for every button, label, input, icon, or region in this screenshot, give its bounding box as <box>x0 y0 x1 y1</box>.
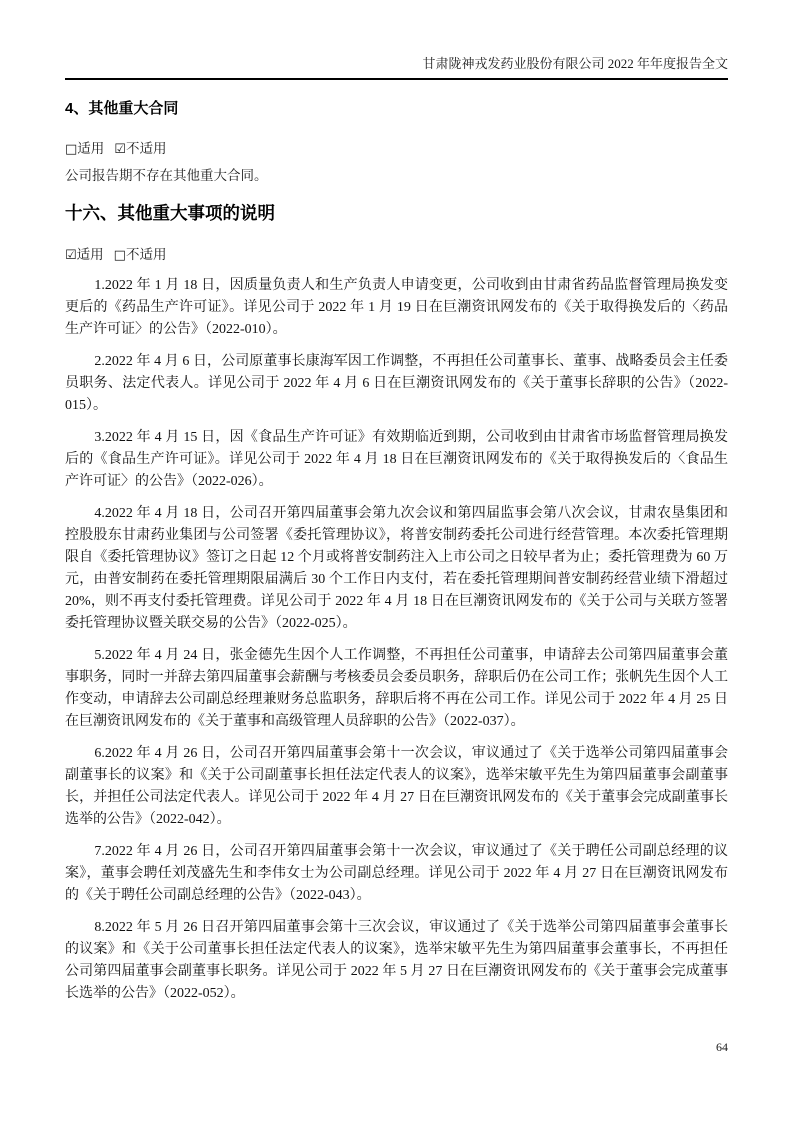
not-applicable-option <box>114 247 167 262</box>
section-4-statement: 公司报告期不存在其他重大合同。 <box>65 168 268 183</box>
section-4-applicability <box>65 140 728 159</box>
checkbox-unchecked-icon: □ <box>113 248 126 263</box>
applicable-label: 适用 <box>76 247 104 262</box>
body-paragraph: 5.2022 年 4 月 24 日，张金德先生因个人工作调整，不再担任公司董事，申请辞去公司第四届董事会董事职务，同时一并辞去第四届董事会薪酬与考核委员会委员职务，辞职后仍在公司工作；张帆先生因个人工作变动，申请辞去公司副总经理兼财务总监职务，辞职后将不再在公司工作。详见公司于 2022 年 4 月 25 日在巨潮资讯网发布的《关于董事和高级管理人员辞职的公告》（2022-037）。 <box>65 648 728 729</box>
applicable-option <box>65 247 104 262</box>
section-16-title: 十六、其他重大事项的说明 <box>65 203 275 223</box>
not-applicable-label: 不适用 <box>125 141 167 156</box>
applicable-option <box>65 141 104 156</box>
checkbox-checked-icon: ☑ <box>114 142 126 157</box>
checkbox-unchecked-icon: □ <box>65 142 78 157</box>
body-paragraph: 2.2022 年 4 月 6 日，公司原董事长康海军因工作调整，不再担任公司董事长、董事、战略委员会主任委员职务、法定代表人。详见公司于 2022 年 4 月 6 日在巨潮资讯网发布的《关于董事长辞职的公告》（2022-015）。 <box>65 354 728 413</box>
section-16-paragraphs <box>65 275 728 1005</box>
section-4-title: 4、其他重大合同 <box>65 100 179 117</box>
applicable-label: 适用 <box>77 141 105 156</box>
body-paragraph: 3.2022 年 4 月 15 日，因《食品生产许可证》有效期临近到期，公司收到由甘肃省市场监督管理局换发后的《食品生产许可证》。详见公司于 2022 年 4 月 18 日在巨潮资讯网发布的《关于取得换发后的〈食品生产许可证〉的公告》（2022-026）。 <box>65 430 728 489</box>
body-paragraph: 6.2022 年 4 月 26 日，公司召开第四届董事会第十一次会议，审议通过了《关于选举公司第四届董事会副董事长的议案》和《关于公司副董事长担任法定代表人的议案》，选举宋敏平先生为第四届董事会副董事长，并担任公司法定代表人。详见公司于 2022 年 4 月 27 日在巨潮资讯网发布的《关于董事会完成副董事长选举的公告》（2022-042）。 <box>65 746 728 827</box>
not-applicable-label: 不适用 <box>125 247 167 262</box>
report-header-title: 甘肃陇神戎发药业股份有限公司 2022 年年度报告全文 <box>422 56 728 71</box>
section-16-applicability <box>65 246 728 265</box>
body-paragraph: 7.2022 年 4 月 26 日，公司召开第四届董事会第十一次会议，审议通过了《关于聘任公司副总经理的议案》，董事会聘任刘茂盛先生和李伟女士为公司副总经理。详见公司于 2022 年 4 月 27 日在巨潮资讯网发布的《关于聘任公司副总经理的公告》（2022-043）。 <box>65 844 728 903</box>
body-paragraph: 4.2022 年 4 月 18 日，公司召开第四届董事会第九次会议和第四届监事会第八次会议，甘肃农垦集团和控股股东甘肃药业集团与公司签署《委托管理协议》，将普安制药委托公司进行经营管理。本次委托管理期限自《委托管理协议》签订之日起 12 个月或将普安制药注入上市公司之日较早者为止；委托管理费为 60 万元，由普安制药在委托管理期限届满后 30 个工作日内支付，若在委托管理期间普安制药经营业绩下滑超过 20%，则不再支付委托管理费。详见公司于 2022 年 4 月 18 日在巨潮资讯网发布的《关于公司与关联方签署委托管理协议暨关联交易的公告》（2022-025）。 <box>65 506 728 631</box>
not-applicable-option <box>114 141 166 156</box>
page-content <box>65 80 728 1005</box>
page-header <box>65 56 728 80</box>
body-paragraph: 1.2022 年 1 月 18 日，因质量负责人和生产负责人申请变更，公司收到由甘肃省药品监督管理局换发变更后的《药品生产许可证》。详见公司于 2022 年 1 月 19 日在巨潮资讯网发布的《关于取得换发后的〈药品生产许可证〉的公告》（2022-010）。 <box>65 278 728 337</box>
checkbox-checked-icon: ☑ <box>65 248 77 263</box>
body-paragraph: 8.2022 年 5 月 26 日召开第四届董事会第十三次会议，审议通过了《关于选举公司第四届董事会董事长的议案》和《关于公司董事长担任法定代表人的议案》，选举宋敏平先生为第四届董事会董事长，不再担任公司第四届董事会副董事长职务。详见公司于 2022 年 5 月 27 日在巨潮资讯网发布的《关于董事会完成董事长选举的公告》（2022-052）。 <box>65 920 728 1001</box>
page-number: 64 <box>716 1040 728 1054</box>
